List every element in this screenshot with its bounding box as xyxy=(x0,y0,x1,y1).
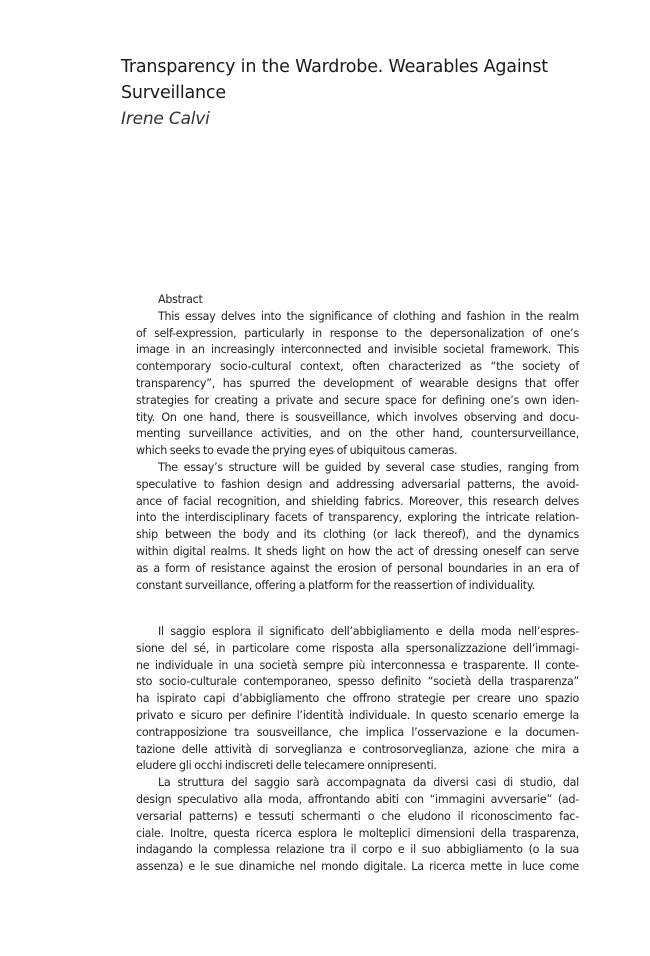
italian-abstract-section xyxy=(136,624,579,876)
text-line: La struttura del saggio sarà accompagnata da diversi casi di studio, dal xyxy=(158,776,579,790)
text-line: ha ispirato capi d’abbigliamento che offrono strategie per creare uno spazio xyxy=(136,692,579,706)
text-line: image in an increasingly interconnected and invisible societal framework. This xyxy=(136,343,579,357)
abstract-paragraph xyxy=(136,309,579,460)
title-line: Transparency in the Wardrobe. Wearables Against xyxy=(121,57,548,77)
text-line: within digital realms. It sheds light on how the act of dressing oneself can serve xyxy=(136,544,579,558)
text-line: as a form of resistance against the erosion of personal boundaries in an era of xyxy=(136,561,579,575)
text-line: tazione delle attività di sorveglianza e controsorveglianza, azione che mira a xyxy=(136,742,579,756)
text-line: which seeks to evade the prying eyes of ubiquitous cameras. xyxy=(136,444,458,458)
text-line: speculative to fashion design and addressing adversarial patterns, the avoid- xyxy=(136,477,579,491)
text-line: menting surveillance activities, and on the other hand, countersurveillance, xyxy=(136,427,579,441)
text-line: assenza) e le sue dinamiche nel mondo digitale. La ricerca mette in luce come xyxy=(136,860,579,874)
title-line: Surveillance xyxy=(121,83,226,103)
abstract-section xyxy=(136,292,579,594)
text-line: contemporary socio-cultural context, often characterized as “the society of xyxy=(136,360,579,374)
text-line: eludere gli occhi indiscreti delle telecamere onnipresenti. xyxy=(136,759,437,773)
author-name: Irene Calvi xyxy=(121,109,210,129)
abstract-paragraph xyxy=(136,460,579,594)
text-line: Il saggio esplora il significato dell’abbigliamento e della moda nell’espres- xyxy=(158,625,579,638)
text-line: transparency”, has spurred the development of wearable designs that offer xyxy=(136,376,579,390)
italian-paragraph xyxy=(136,775,579,876)
text-line: privato e sicuro per definire l’identità individuale. In questo scenario emerge la xyxy=(136,708,579,722)
text-line: constant surveillance, offering a platform for the reassertion of individuality. xyxy=(136,578,535,592)
essay-title xyxy=(121,54,581,106)
text-line: contrapposizione tra sousveillance, che implica l’osservazione e la documen- xyxy=(136,725,579,739)
text-line: ciale. Inoltre, questa ricerca esplora le molteplici dimensioni della trasparenza, xyxy=(136,826,579,840)
text-line: This essay delves into the significance of clothing and fashion in the realm xyxy=(158,309,579,323)
text-line: into the interdisciplinary facets of transparency, exploring the intricate relation- xyxy=(136,511,579,525)
text-line: tity. On one hand, there is sousveillance, which involves observing and docu- xyxy=(136,410,579,424)
text-line: ance of facial recognition, and shielding fabrics. Moreover, this research delves xyxy=(136,494,579,508)
text-line: ne individuale in una società sempre più interconnessa e trasparente. Il conte- xyxy=(136,658,579,672)
text-line: strategies for creating a private and secure space for defining one’s own iden- xyxy=(136,393,579,407)
italian-paragraph xyxy=(136,624,579,775)
text-line: versarial patterns) e tessuti schermanti o che eludono il riconoscimento fac- xyxy=(136,809,579,823)
text-line: of self-expression, particularly in response to the depersonalization of one’s xyxy=(136,326,579,340)
text-line: design speculativo alla moda, affrontando abiti con “immagini avversarie” (ad- xyxy=(136,792,579,806)
text-line: indagando la complessa relazione tra il corpo e il suo abbigliamento (o la sua xyxy=(136,843,579,857)
text-line: ship between the body and its clothing (or lack thereof), and the dynamics xyxy=(136,528,579,542)
text-line: sione del sé, in particolare come risposta alla spersonalizzazione dell’immagi- xyxy=(136,641,579,655)
abstract-heading: Abstract xyxy=(158,293,203,306)
text-line: The essay’s structure will be guided by several case studies, ranging from xyxy=(158,460,579,474)
text-line: sto socio-culturale contemporaneo, spesso definito “società della trasparenza” xyxy=(136,675,579,689)
